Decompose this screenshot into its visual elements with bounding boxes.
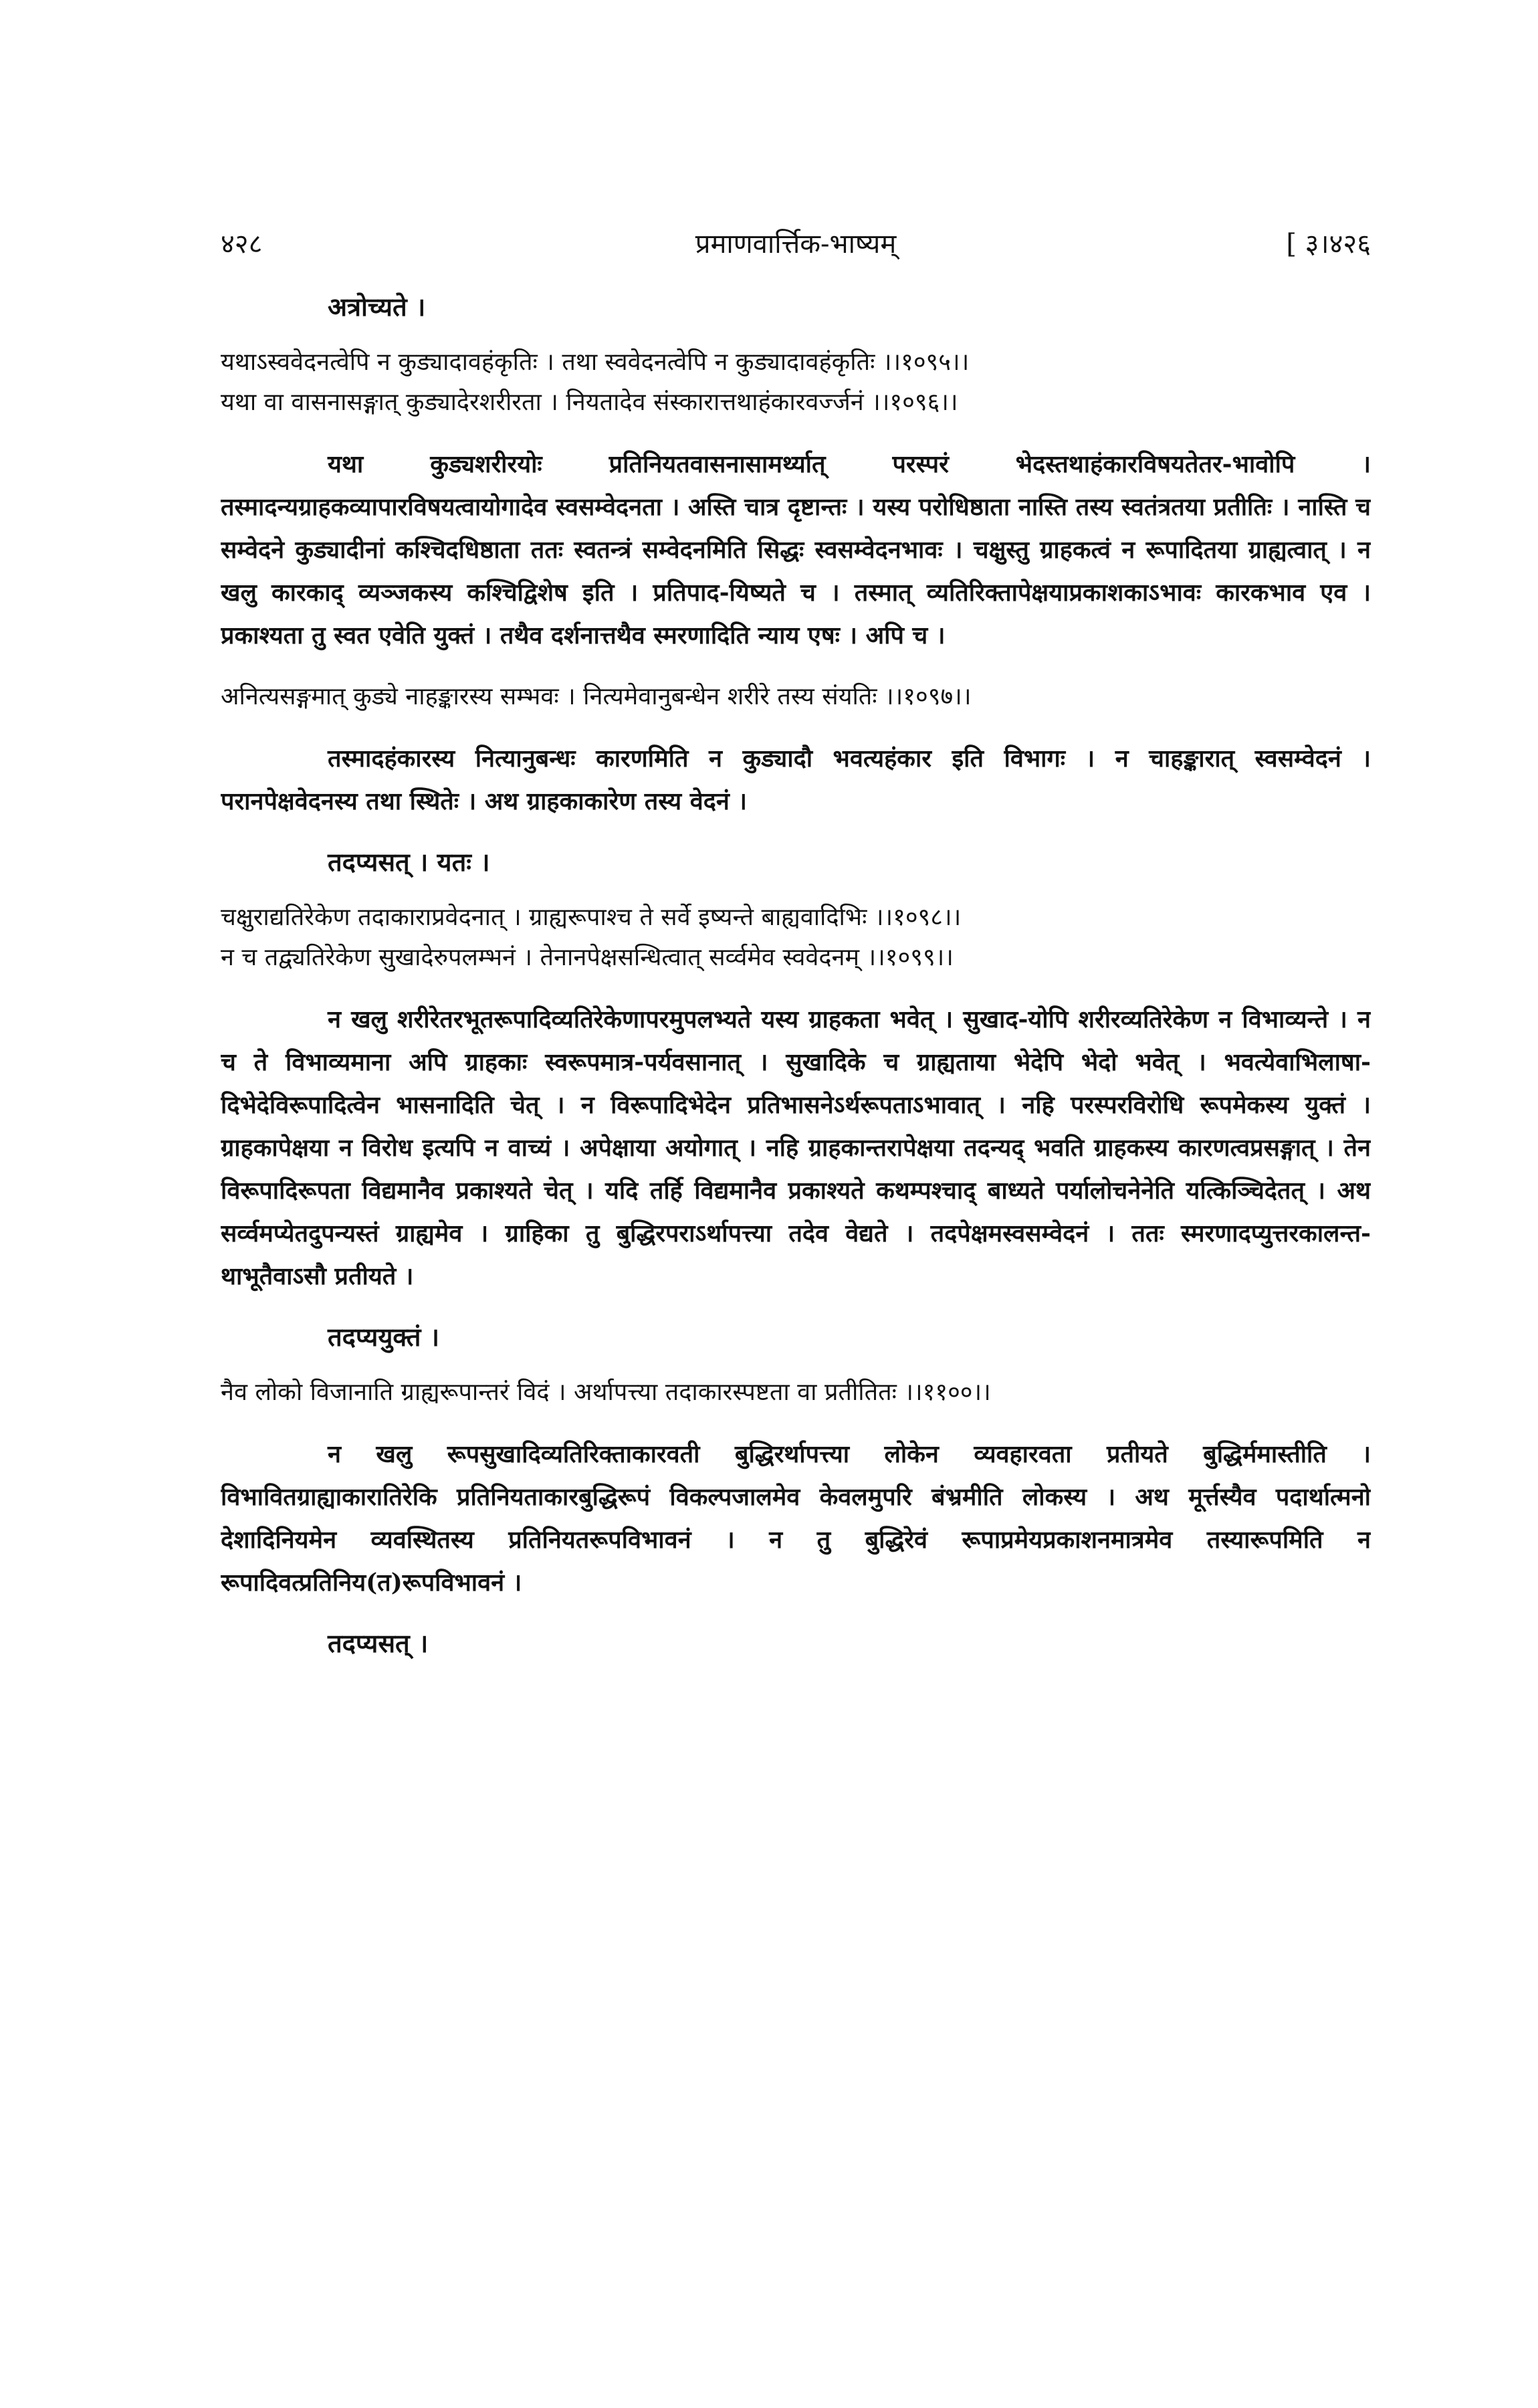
document-page [221, 221, 1371, 2328]
page-number: ४२८ [221, 229, 263, 260]
verse-1096: यथा वा वासनासङ्गात् कुड्यादेरशरीरता । नियतादेव संस्कारात्तथाहंकारवर्ज्जनं ।।१०९६।। [221, 389, 958, 416]
running-title: प्रमाणवार्त्तिक-भाष्यम् [695, 229, 897, 260]
objection-line-2: तदप्ययुक्तं । [328, 1322, 440, 1352]
opening-remark: अत्रोच्यते । [328, 292, 426, 322]
commentary-paragraph-3: न खलु शरीरेतरभूतरूपादिव्यतिरेकेणापरमुपलभ्यते यस्य ग्राहकता भवेत् । सुखाद-योपि शरीरव्यतिरेकेण न विभाव्यन्ते । न च ते विभाव्यमाना अपि ग्राहकाः स्वरूपमात्र-पर्यवसानात् । सुखादिके च ग्राह्यताया भेदेपि भेदो भवेत् । भवत्येवाभिलाषा-दिभेदेविरूपादित्वेन भासनादिति चेत् । न विरूपादिभेदेन प्रतिभासनेऽर्थरूपताऽभावात् । नहि परस्परविरोधि रूपमेकस्य युक्तं । ग्राहकापेक्षया न विरोध इत्यपि न वाच्यं । अपेक्षाया अयोगात् । नहि ग्राहकान्तरापेक्षया तदन्यद् भवति ग्राहकस्य कारणत्वप्रसङ्गात् । तेन विरूपादिरूपता विद्यमानैव प्रकाश्यते चेत् । यदि तर्हि विद्यमानैव प्रकाश्यते कथम्पश्चाद् बाध्यते पर्यालोचनेनेति यत्किञ्चिदेतत् । अथ सर्व्वमप्येतदुपन्यस्तं ग्राह्यमेव । ग्राहिका तु बुद्धिरपराऽर्थापत्त्या तदेव वेद्यते । तदपेक्षमस्वसम्वेदनं । ततः स्मरणादप्युत्तरकालन्त-थाभूतैवाऽसौ प्रतीयते । [221, 1005, 1371, 1290]
verse-1100: नैव लोको विजानाति ग्राह्यरूपान्तरं विदं । अर्थापत्त्या तदाकारस्पष्टता वा प्रतीतितः ।।११००।। [221, 1379, 991, 1406]
commentary-paragraph-2: तस्मादहंकारस्य नित्यानुबन्धः कारणमिति न कुड्यादौ भवत्यहंकार इति विभागः । न चाहङ्कारात् स्वसम्वेदनं । परानपेक्षवेदनस्य तथा स्थितेः । अथ ग्राहकाकारेण तस्य वेदनं । [221, 744, 1371, 815]
section-reference: [ ३।४२६ [1286, 229, 1371, 260]
verse-group-1095-1096 [221, 342, 1371, 423]
page-header [221, 221, 1371, 268]
objection-line-3: तदप्यसत् । [328, 1628, 429, 1658]
verse-1098: चक्षुराद्यतिरेकेण तदाकाराप्रवेदनात् । ग्राह्यरूपाश्च ते सर्वे इष्यन्ते बाह्यवादिभिः ।।१०९८।। [221, 904, 962, 931]
document-body [221, 288, 1371, 1663]
objection-line-1: तदप्यसत् । यतः । [328, 847, 490, 877]
verse-group-1097 [221, 677, 1371, 717]
commentary-paragraph-4: न खलु रूपसुखादिव्यतिरिक्ताकारवती बुद्धिरर्थापत्त्या लोकेन व्यवहारवता प्रतीयते बुद्धिर्ममास्तीति । विभावितग्राह्याकारातिरेकि प्रतिनियताकारबुद्धिरूपं विकल्पजालमेव केवलमुपरि बंभ्रमीति लोकस्य । अथ मूर्त्तस्यैव पदार्थात्मनो देशादिनियमेन व्यवस्थितस्य प्रतिनियतरूपविभावनं । न तु बुद्धिरेवं रूपाप्रमेयप्रकाशनमात्रमेव तस्यारूपमिति न रूपादिवत्प्रतिनिय(त)रूपविभावनं । [221, 1440, 1371, 1597]
verse-group-1100 [221, 1373, 1371, 1413]
verse-1095: यथाऽस्ववेदनत्वेपि न कुड्यादावहंकृतिः । तथा स्ववेदनत्वेपि न कुड्यादावहंकृतिः ।।१०९५।। [221, 348, 970, 376]
verse-1097: अनित्यसङ्गमात् कुड्ये नाहङ्कारस्य सम्भवः । नित्यमेवानुबन्धेन शरीरे तस्य संयतिः ।।१०९७।। [221, 683, 972, 710]
verse-group-1098-1099 [221, 898, 1371, 978]
verse-1099: न च तद्व्यतिरेकेण सुखादेरुपलम्भनं । तेनानपेक्षसन्धित्वात् सर्व्वमेव स्ववेदनम् ।।१०९९।। [221, 944, 954, 971]
commentary-paragraph-1: यथा कुड्यशरीरयोः प्रतिनियतवासनासामर्थ्यात् परस्परं भेदस्तथाहंकारविषयतेतर-भावोपि । तस्मादन्यग्राहकव्यापारविषयत्वायोगादेव स्वसम्वेदनता । अस्ति चात्र दृष्टान्तः । यस्य परोधिष्ठाता नास्ति तस्य स्वतंत्रतया प्रतीतिः । नास्ति च सम्वेदने कुड्यादीनां कश्चिदधिष्ठाता ततः स्वतन्त्रं सम्वेदनमिति सिद्धः स्वसम्वेदनभावः । चक्षुस्तु ग्राहकत्वं न रूपादितया ग्राह्यत्वात् । न खलु कारकाद् व्यञ्जकस्य कश्चिद्विशेष इति । प्रतिपाद-यिष्यते च । तस्मात् व्यतिरिक्तापेक्षयाप्रकाशकाऽभावः कारकभाव एव । प्रकाश्यता तु स्वत एवेति युक्तं । तथैव दर्शनात्तथैव स्मरणादिति न्याय एषः । अपि च । [221, 450, 1371, 649]
